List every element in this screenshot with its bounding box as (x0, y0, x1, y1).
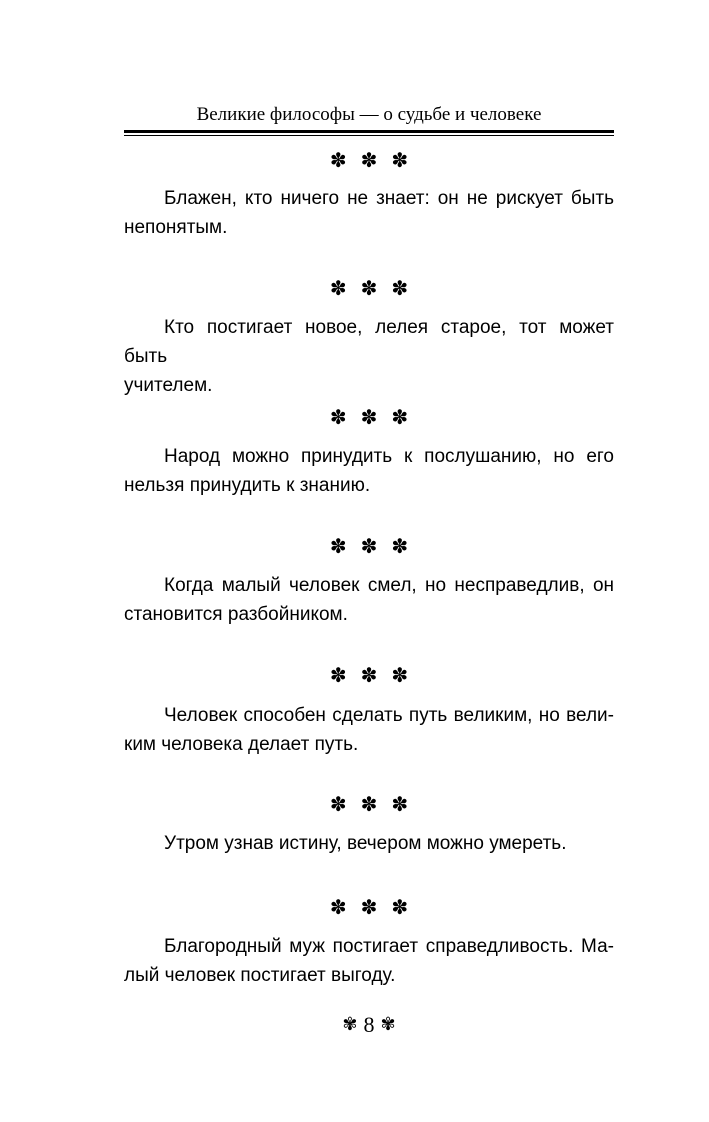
quote-2 (124, 313, 614, 400)
quote-6 (124, 829, 614, 858)
separator-stars (124, 150, 614, 170)
star-ornament: ✽ (329, 663, 347, 687)
star-ornament: ✽ (360, 792, 378, 816)
star-ornament: ✽ (391, 405, 409, 429)
quote-line: Благородный муж постигает справедливость. Ма- (164, 936, 614, 957)
star-ornament: ✽ (391, 534, 409, 558)
quote-3 (124, 442, 614, 500)
star-ornament: ✽ (360, 534, 378, 558)
separator-stars (124, 665, 614, 685)
quote-line: лый человек постигает выгоду. (124, 965, 396, 986)
star-ornament: ✽ (360, 276, 378, 300)
header-rule-thin (124, 135, 614, 136)
page-number: 8 (363, 1011, 375, 1037)
separator-stars (124, 407, 614, 427)
star-ornament: ✽ (360, 663, 378, 687)
quote-1 (124, 184, 614, 242)
star-ornament: ✽ (329, 792, 347, 816)
star-ornament: ✽ (329, 148, 347, 172)
separator-stars (124, 794, 614, 814)
star-ornament: ✽ (391, 792, 409, 816)
page-footer (124, 1008, 614, 1040)
star-ornament: ✽ (360, 148, 378, 172)
star-ornament: ✽ (391, 148, 409, 172)
quote-line: Кто постигает новое, лелея старое, тот может быть (124, 317, 614, 367)
right-ornament-icon: ✾ (380, 1013, 396, 1035)
quote-line: ким человека делает путь. (124, 734, 359, 755)
quote-line: учителем. (124, 375, 213, 396)
left-ornament-icon: ✾ (342, 1013, 358, 1035)
quote-line: становится разбойником. (124, 604, 348, 625)
star-ornament: ✽ (391, 276, 409, 300)
quote-line: Человек способен сделать путь великим, но вели- (164, 705, 614, 726)
separator-stars (124, 897, 614, 917)
quote-line: непонятым. (124, 217, 228, 238)
quote-line: Когда малый человек смел, но несправедлив, он (164, 575, 614, 596)
quote-5 (124, 701, 614, 759)
running-header: Великие философы — о судьбе и человеке (196, 104, 542, 125)
quote-line: Народ можно принудить к послушанию, но его (164, 446, 614, 467)
star-ornament: ✽ (391, 663, 409, 687)
star-ornament: ✽ (329, 895, 347, 919)
quote-4 (124, 571, 614, 629)
star-ornament: ✽ (329, 276, 347, 300)
quote-line: Блажен, кто ничего не знает: он не рискует быть (164, 188, 614, 209)
star-ornament: ✽ (329, 405, 347, 429)
quote-line: нельзя принудить к знанию. (124, 475, 371, 496)
separator-stars (124, 278, 614, 298)
quote-line: Утром узнав истину, вечером можно умереть. (164, 833, 567, 854)
quote-7 (124, 932, 614, 990)
separator-stars (124, 536, 614, 556)
star-ornament: ✽ (329, 534, 347, 558)
star-ornament: ✽ (360, 405, 378, 429)
star-ornament: ✽ (360, 895, 378, 919)
star-ornament: ✽ (391, 895, 409, 919)
header-rule-thick (124, 130, 614, 133)
